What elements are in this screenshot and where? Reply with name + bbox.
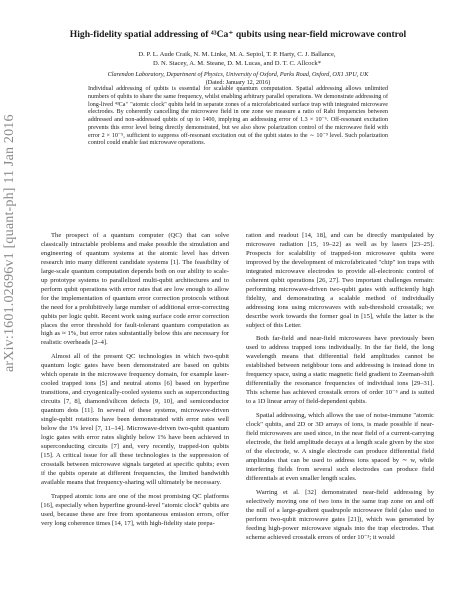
affiliation-block (40, 71, 436, 87)
date-line: (Dated: January 12, 2016) (205, 79, 271, 86)
paper-title: High-fidelity spatial addressing of ⁴³Ca⁺ qubits using near-field microwave control (69, 29, 407, 40)
paragraph: Almost all of the present QC technologies in which two-qubit quantum logic gates have been demonstrated are based on qubits which operate in the microwave frequency domain, for example laser-cooled trapped ions [5] and neutral atoms [6] based on hyperfine transitions, and cryogenically-cooled systems such as superconducting circuits [7, 8], diamond/silicon defects [9, 10], and semiconductor quantum dots [11]. In several of these systems, microwave-driven single-qubit rotations have been demonstrated with error rates well below the 1% level [7, 11–14]. Microwave-driven two-qubit quantum logic gates with error rates slightly below 1% have been achieved in superconducting circuits [7] and, very recently, trapped-ion qubits [15]. A critical issue for all these technologies is the suppression of crosstalk between microwave signals targeted at specific qubits; even if the qubits operate at different frequencies, the limited bandwidth available means that frequency-sharing will ultimately be necessary. (41, 353, 229, 486)
paragraph: Both far-field and near-field microwaves have previously been used to address trapped ions individually. In the far field, the long wavelength means that differential field amplitudes cannot be established between neighbour ions and addressing is instead done in frequency space, using a static magnetic field gradient to Zeeman-shift differentially the resonance frequencies of individual ions [29–31]. This scheme has achieved crosstalk errors of order 10⁻⁵ and is suited to a 1D linear array of field-dependent qubits. (246, 335, 434, 406)
affiliation: Clarendon Laboratory, Department of Physics, University of Oxford, Parks Road, Oxford, OX1 3PU, UK (107, 71, 369, 78)
paragraph: ration and readout [14, 18], and can be directly manipulated by microwave radiation [15, 19–22] as well as by lasers [23–25]. Prospects for scalability of trapped-ion microwave qubits were improved by the development of microfabricated "chip" ion traps with integrated microwave electrodes to provide all-electronic control of coherent qubit operations [26, 27]. Two important challenges remain: performing microwave-driven two-qubit gates with sufficiently high fidelity, and demonstrating a scalable method of individually addressing ions using microwaves with sub-threshold crosstalk; we describe work towards the former goal in [15], while the latter is the subject of this Letter. (246, 232, 434, 329)
arxiv-identifier: arXiv:1601.02696v1 [quant-ph] 11 Jan 2016 (2, 114, 17, 372)
right-column (246, 232, 434, 547)
paragraph: Trapped atomic ions are one of the most promising QC platforms [16], especially when hyperfine ground-level "atomic clock" qubits are used, because these are free from spontaneous emission errors, offer very long coherence times [14, 17], with high-fidelity state prepa- (41, 492, 229, 527)
paragraph: Spatial addressing, which allows the use of noise-immune "atomic clock" qubits, and 2D or 3D arrays of ions, is made possible if near-field microwaves are used since, in the near field of a current-carrying electrode, the field amplitude decays at a length scale given by the size of the electrode, w. A single electrode can produce differential field amplitudes that can be used to address ions spaced by ∼ w, while interfering fields from several such electrodes can produce field differentials at even smaller length scales. (246, 412, 434, 482)
authors-line-1: D. P. L. Aude Craik, N. M. Linke, M. A. Sepiol, T. P. Harty, C. J. Ballance, (138, 51, 336, 58)
left-column (41, 232, 229, 534)
abstract: Individual addressing of qubits is essential for scalable quantum computation. Spatial addressing allows unlimited numbers of qubits to share the same frequency, whilst enabling arbitrary parallel operations. We demonstrate addressing of long-lived ⁴³Ca⁺ "atomic clock" qubits held in separate zones of a microfabricated surface trap with integrated microwave electrodes. By coherently cancelling the microwave field in one zone we measure a ratio of Rabi frequencies between addressed and non-addressed qubits of up to 1400, implying an addressing error of 1.3 × 10⁻⁶. Off-resonant excitation prevents this error level being directly demonstrated, but we also show polarization control of the microwave field with error 2 × 10⁻⁵, sufficient to suppress off-resonant excitation out of the qubit states to the ∼ 10⁻⁹ level. Such polarization control could enable fast microwave operations. (88, 86, 388, 147)
authors-line-2: D. N. Stacey, A. M. Steane, D. M. Lucas, and D. T. C. Allcock* (153, 59, 321, 67)
paragraph: The prospect of a quantum computer (QC) that can solve classically intractable problems and make possible the simulation and engineering of quantum systems at the atomic level has driven research into many different candidate systems [1]. The feasibility of large-scale quantum computation depends both on our ability to scale-up prototype systems to parallelized multi-qubit architectures and to perform qubit operations with error rates that are low enough to allow for the implementation of quantum error correction protocols without the need for a prohibitively large number of additional error-correcting qubits per logic qubit. Recent work using surface code error correction places the error threshold for fault-tolerant quantum computation as high as ≈ 1%, but error rates substantially below this are necessary for realistic overheads [2–4]. (41, 232, 229, 347)
paragraph: Warring et al. [32] demonstrated near-field addressing by selectively moving one of two ions in the same trap zone on and off the null of a large-gradient quadrupole microwave field (also used to perform two-qubit microwave gates [21]), which was generated by feeding high-power microwave signals into the trap electrodes. That scheme achieved crosstalk errors of order 10⁻³; it would (246, 488, 434, 541)
author-list (54, 51, 420, 68)
